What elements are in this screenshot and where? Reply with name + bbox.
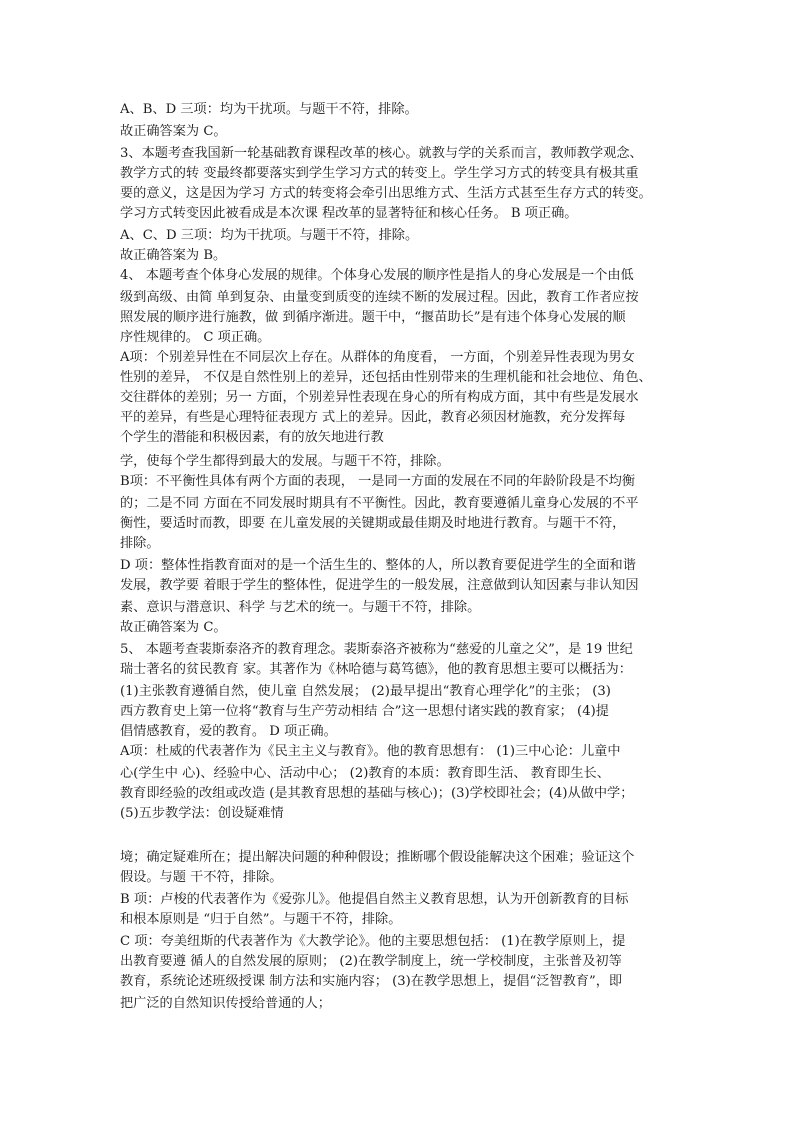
text-line: 照发展的顺序进行施教，做 到循序渐进。题干中，“揠苗助长”是有违个体身心发展的顺 [120,310,626,325]
text-line: 假设。与题 干不符，排除。 [120,870,283,885]
text-line: (1)主张教育遵循自然，使儿童 自然发展； (2)最早提出“教育心理学化”的主张； (3) [120,684,611,699]
text-line: 级到高级、由简 单到复杂、由量变到质变的连续不断的发展过程。因此，教育工作者应按 [120,290,639,305]
text-line: 交往群体的差别；另一 方面，个别差异性表现在身心的所有构成方面，其中有些是发展水 [120,390,639,405]
text-line: 把广泛的自然知识传授给普通的人； [120,996,331,1011]
text-line: 4、 本题考查个体身心发展的规律。个体身心发展的顺序性是指人的身心发展是一个由低 [120,268,634,283]
text-line: 出教育要遵 循人的自然发展的原则； (2)在教学制度上，统一学校制度，主张普及初等 [120,954,622,969]
text-line: 西方教育史上第一位将“教育与生产劳动相结 合”这一思想付诸实践的教育家； (4)提 [120,704,609,719]
text-line: 心(学生中 心)、经验中心、活动中心； (2)教育的本质：教育即生活、 教育即生长、 [120,766,610,781]
text-line: 学习方式转变因此被看成是本次课 程改革的显著特征和核心任务。 B 项正确。 [120,206,578,221]
text-line: B 项：卢梭的代表著作为《爱弥儿》。他提倡自然主义教育思想，认为开创新教育的目标 [120,892,629,907]
text-line: A项：杜威的代表著作为《民主主义与教育》。他的教育思想有： (1)三中心论：儿童中 [120,744,621,759]
text-line: 个学生的潜能和积极因素，有的放矢地进行教 [120,430,384,445]
text-line: 教育，系统论述班级授课 制方法和实施内容； (3)在教学思想上，提倡“泛智教育”，即 [120,974,623,989]
text-line: 衡性，要适时而教，即要 在儿童发展的关键期或最佳期及时地进行教育。与题干不符， [120,516,626,531]
text-line: 瑞士著名的贫民教育 家。其著作为《林哈德与葛笃德》，他的教育思想主要可以概括为： [120,662,632,677]
text-line: 学，使每个学生都得到最大的发展。与题干不符，排除。 [120,454,450,469]
text-line: 的；二是不同 方面在不同发展时期具有不平衡性。因此，教育要遵循儿童身心发展的不平 [120,496,639,511]
text-line: 发展，教学要 着眼于学生的整体性，促进学生的一般发展，注意做到认知因素与非认知因 [120,578,639,593]
text-line: 故正确答案为 C。 [120,124,227,139]
text-line: D 项：整体性指教育面对的是一个活生生的、整体的人，所以教育要促进学生的全面和谐 [120,558,636,573]
text-line: 素、意识与潜意识、科学 与艺术的统一。与题干不符，排除。 [120,600,481,615]
text-line: 和根本原则是 “归于自然”。与题干不符，排除。 [120,912,402,927]
text-line: 教育即经验的改组或改造 (是其教育思想的基础与核心)；(3)学校即社会；(4)从做中学； [120,786,634,801]
text-line: 故正确答案为 B。 [120,248,227,263]
text-line: 5、 本题考查裴斯泰洛齐的教育理念。裴斯泰洛齐被称为“慈爱的儿童之父”，是 19 世纪 [120,642,633,657]
text-line: 排除。 [120,536,160,551]
text-line: C 项：夸美纽斯的代表著作为《大教学论》。他的主要思想包括： (1)在教学原则上，提 [120,934,626,949]
text-line: 性别的差异， 不仅是自然性别上的差异，还包括由性别带来的生理机能和社会地位、角色、 [120,370,652,385]
text-line: 平的差异，有些是心理特征表现方 式上的差异。因此，教育必须因材施教，充分发挥每 [120,410,626,425]
text-line: 倡情感教育，爱的教育。 D 项正确。 [120,724,337,739]
text-line: 教学方式的转 变最终都要落实到学生学习方式的转变上。学生学习方式的转变具有极其重 [120,166,639,181]
text-line: 要的意义，这是因为学习 方式的转变将会牵引出思维方式、生活方式甚至生存方式的转变。 [120,186,652,201]
text-line: 故正确答案为 C。 [120,620,227,635]
text-line: 序性规律的。 C 项正确。 [120,330,271,345]
text-line: 3、本题考查我国新一轮基础教育课程改革的核心。就教与学的关系而言，教师教学观念、 [120,146,643,161]
text-line: 境；确定疑难所在；提出解决问题的种种假设；推断哪个假设能解决这个困难；验证这个 [120,850,635,865]
text-line: A项：个别差异性在不同层次上存在。从群体的角度看， 一方面，个别差异性表现为男女 [120,350,635,365]
text-line: (5)五步教学法：创设疑难情 [120,806,284,821]
text-line: A、C、D 三项：均为干扰项。与题干不符，排除。 [120,228,419,243]
text-line: B项：不平衡性具体有两个方面的表现， 一是同一方面的发展在不同的年龄阶段是不均衡 [120,474,636,489]
text-line: A、B、D 三项：均为干扰项。与题干不符，排除。 [120,102,418,117]
